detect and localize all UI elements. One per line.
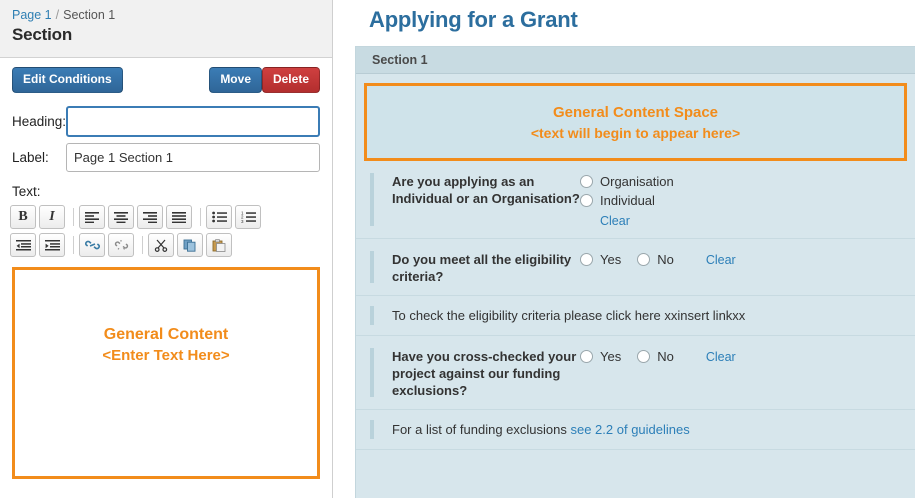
radio-option-label: Yes <box>600 349 622 364</box>
exclusions-info-text <box>356 410 915 450</box>
editor-header <box>0 0 332 58</box>
radio-icon[interactable] <box>580 194 593 207</box>
cut-icon[interactable] <box>148 233 174 257</box>
info-marker <box>370 306 374 325</box>
exclusions-info-label: For a list of funding exclusions <box>392 422 571 437</box>
editor-action-bar <box>0 58 332 100</box>
label-label: Label: <box>12 150 49 165</box>
heading-field-row <box>0 100 332 137</box>
radio-option-organisation[interactable] <box>580 174 674 189</box>
label-field-row <box>0 137 332 172</box>
outdent-icon[interactable] <box>10 233 36 257</box>
question-answers <box>580 173 674 228</box>
text-field-label: Text: <box>12 184 41 199</box>
general-content-editor-line2: <Enter Text Here> <box>102 347 230 364</box>
radio-option-yes[interactable] <box>580 349 621 364</box>
question-marker <box>370 348 374 397</box>
general-content-editor[interactable] <box>12 267 320 479</box>
align-center-icon[interactable] <box>108 205 134 229</box>
paste-icon[interactable] <box>206 233 232 257</box>
question-block <box>356 161 915 239</box>
toolbar-divider <box>73 208 74 226</box>
question-marker <box>370 173 374 226</box>
svg-text:3: 3 <box>240 218 244 223</box>
move-button[interactable]: Move <box>209 67 262 93</box>
delete-button[interactable]: Delete <box>262 67 320 93</box>
question-answers <box>580 348 736 364</box>
editor-panel <box>0 0 333 498</box>
edit-conditions-button[interactable]: Edit Conditions <box>12 67 123 93</box>
info-marker <box>370 420 374 439</box>
question-text: Have you cross-checked your project against our funding exclusions? <box>392 349 577 398</box>
form-card <box>355 46 915 498</box>
svg-text:2: 2 <box>240 214 244 220</box>
svg-text:1: 1 <box>240 211 244 216</box>
align-right-icon[interactable] <box>137 205 163 229</box>
unlink-icon[interactable] <box>108 233 134 257</box>
radio-option-label: Individual <box>600 193 655 208</box>
general-content-editor-line1: General Content <box>103 326 229 343</box>
clear-link[interactable]: Clear <box>705 252 736 267</box>
radio-icon[interactable] <box>637 350 650 363</box>
radio-icon[interactable] <box>580 253 593 266</box>
radio-option-no[interactable] <box>637 349 674 364</box>
toolbar-divider <box>142 236 143 254</box>
radio-icon[interactable] <box>580 350 593 363</box>
eligibility-info-text <box>356 296 915 336</box>
clear-link[interactable]: Clear <box>600 214 630 228</box>
form-preview-panel <box>334 0 915 498</box>
eligibility-info-label: To check the eligibility criteria please click here xxinsert linkxx <box>392 308 746 323</box>
align-left-icon[interactable] <box>79 205 105 229</box>
heading-label: Heading: <box>12 114 67 129</box>
breadcrumb-current: Section 1 <box>63 8 116 22</box>
general-content-space-line1: General Content Space <box>552 103 719 121</box>
radio-option-label: No <box>657 349 674 364</box>
guidelines-link[interactable]: see 2.2 of guidelines <box>570 422 690 437</box>
label-input[interactable] <box>66 143 320 172</box>
general-content-space-line2: <text will begin to appear here> <box>530 124 741 141</box>
radio-option-yes[interactable] <box>580 252 621 267</box>
align-justify-icon[interactable] <box>166 205 192 229</box>
italic-icon[interactable]: I <box>39 205 65 229</box>
question-marker <box>370 251 374 283</box>
question-text: Do you meet all the eligibility criteria? <box>392 252 572 284</box>
radio-option-no[interactable] <box>637 252 674 267</box>
toolbar-divider <box>73 236 74 254</box>
form-title: Applying for a Grant <box>369 7 578 32</box>
radio-icon[interactable] <box>637 253 650 266</box>
breadcrumb-separator: / <box>55 8 60 22</box>
radio-option-individual[interactable] <box>580 193 674 208</box>
question-block <box>356 336 915 410</box>
toolbar-divider <box>200 208 201 226</box>
heading-input[interactable] <box>66 106 320 137</box>
rich-text-toolbar <box>0 199 332 257</box>
bold-icon[interactable]: B <box>10 205 36 229</box>
breadcrumb <box>12 8 320 22</box>
indent-icon[interactable] <box>39 233 65 257</box>
breadcrumb-page-link[interactable]: Page 1 <box>12 8 52 22</box>
question-answers <box>580 251 736 267</box>
rich-text-toolbar-row-1 <box>10 205 322 229</box>
copy-icon[interactable] <box>177 233 203 257</box>
radio-option-label: No <box>657 252 674 267</box>
question-text: Are you applying as an Individual or an Organisation? <box>392 174 580 206</box>
clear-link[interactable]: Clear <box>705 349 736 364</box>
question-block <box>356 239 915 296</box>
radio-option-label: Organisation <box>600 174 674 189</box>
radio-option-label: Yes <box>600 252 622 267</box>
numbered-list-icon[interactable] <box>235 205 261 229</box>
page-title: Section <box>12 25 73 44</box>
radio-icon[interactable] <box>580 175 593 188</box>
rich-text-toolbar-row-2 <box>10 233 322 257</box>
bullet-list-icon[interactable] <box>206 205 232 229</box>
link-icon[interactable] <box>79 233 105 257</box>
general-content-space[interactable] <box>364 83 907 161</box>
form-section-header: Section 1 <box>356 47 915 74</box>
